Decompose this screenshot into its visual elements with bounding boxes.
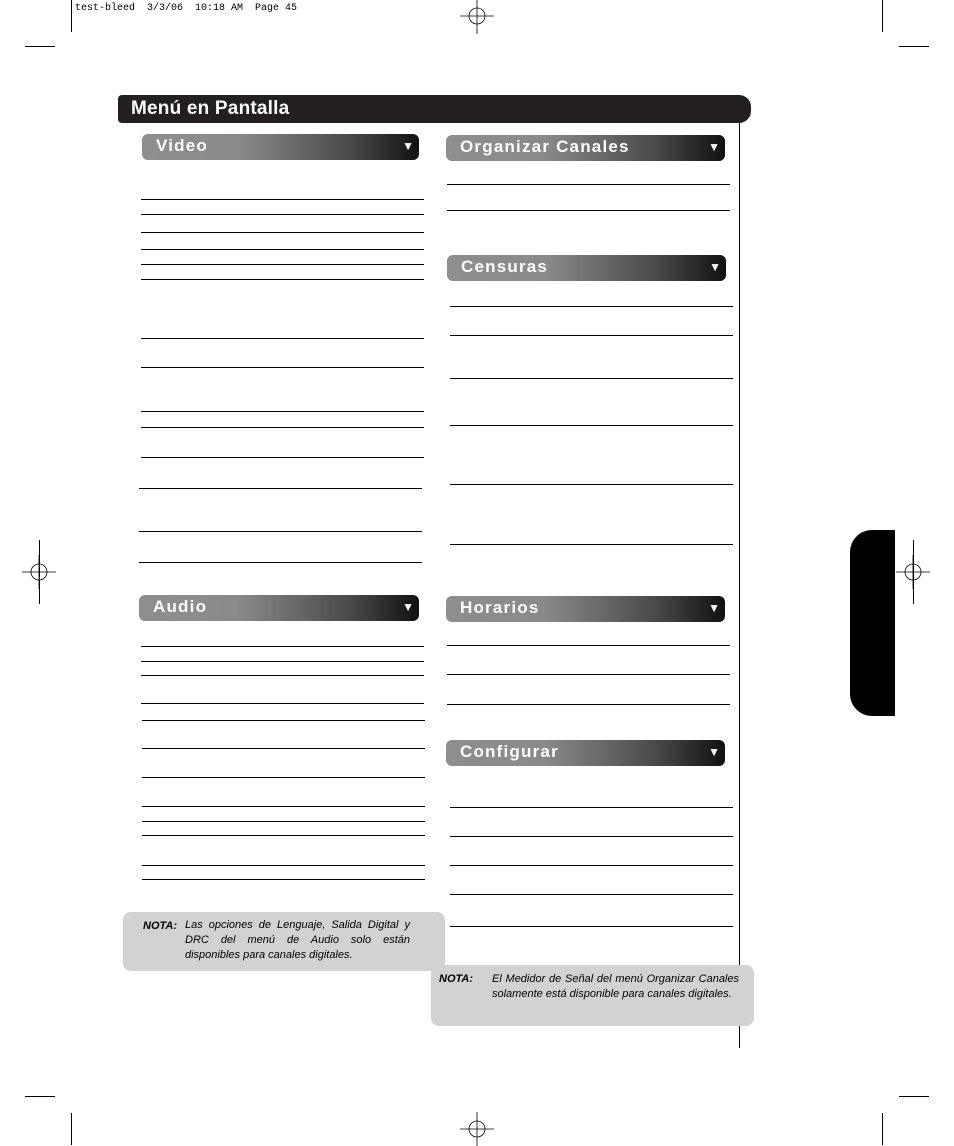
section-title-organizar-canales: Organizar Canales [460, 137, 630, 156]
reg-line-right [913, 540, 914, 604]
section-header-organizar-canales [446, 135, 725, 161]
nota-box-organizar [431, 965, 754, 1026]
triangle-down-icon: ▼ [709, 260, 721, 274]
triangle-down-icon: ▼ [402, 139, 414, 153]
side-tab [850, 530, 895, 716]
nota-label: NOTA: [143, 920, 178, 932]
column-divider [739, 123, 740, 1048]
triangle-down-icon: ▼ [402, 600, 414, 614]
nota-box-audio [123, 912, 445, 971]
registration-mark-top [460, 0, 494, 34]
page-title-banner [118, 95, 751, 123]
section-title-horarios: Horarios [460, 598, 540, 617]
section-header-configurar [446, 740, 725, 766]
section-title-censuras: Censuras [461, 257, 549, 276]
nota-text: Las opciones de Lenguaje, Salida Digital y DRC del menú de Audio solo están disponibles para canales digitales. [185, 919, 410, 961]
section-title-configurar: Configurar [460, 742, 559, 761]
section-title-audio: Audio [153, 597, 208, 616]
triangle-down-icon: ▼ [708, 140, 720, 154]
nota-text: El Medidor de Señal del menú Organizar Canales solamente está disponible para canales digitales. [492, 973, 739, 1000]
triangle-down-icon: ▼ [708, 601, 720, 615]
nota-label: NOTA: [439, 973, 474, 985]
section-header-audio [139, 595, 419, 621]
section-header-video [142, 134, 419, 160]
reg-line-left [39, 540, 40, 604]
section-title-video: Video [156, 136, 208, 155]
section-header-horarios [446, 596, 725, 622]
page-title: Menú en Pantalla [131, 98, 290, 119]
section-header-censuras [447, 255, 726, 281]
slug-line: test-bleed 3/3/06 10:18 AM Page 45 [75, 3, 298, 14]
registration-mark-bottom [460, 1112, 494, 1146]
triangle-down-icon: ▼ [708, 745, 720, 759]
